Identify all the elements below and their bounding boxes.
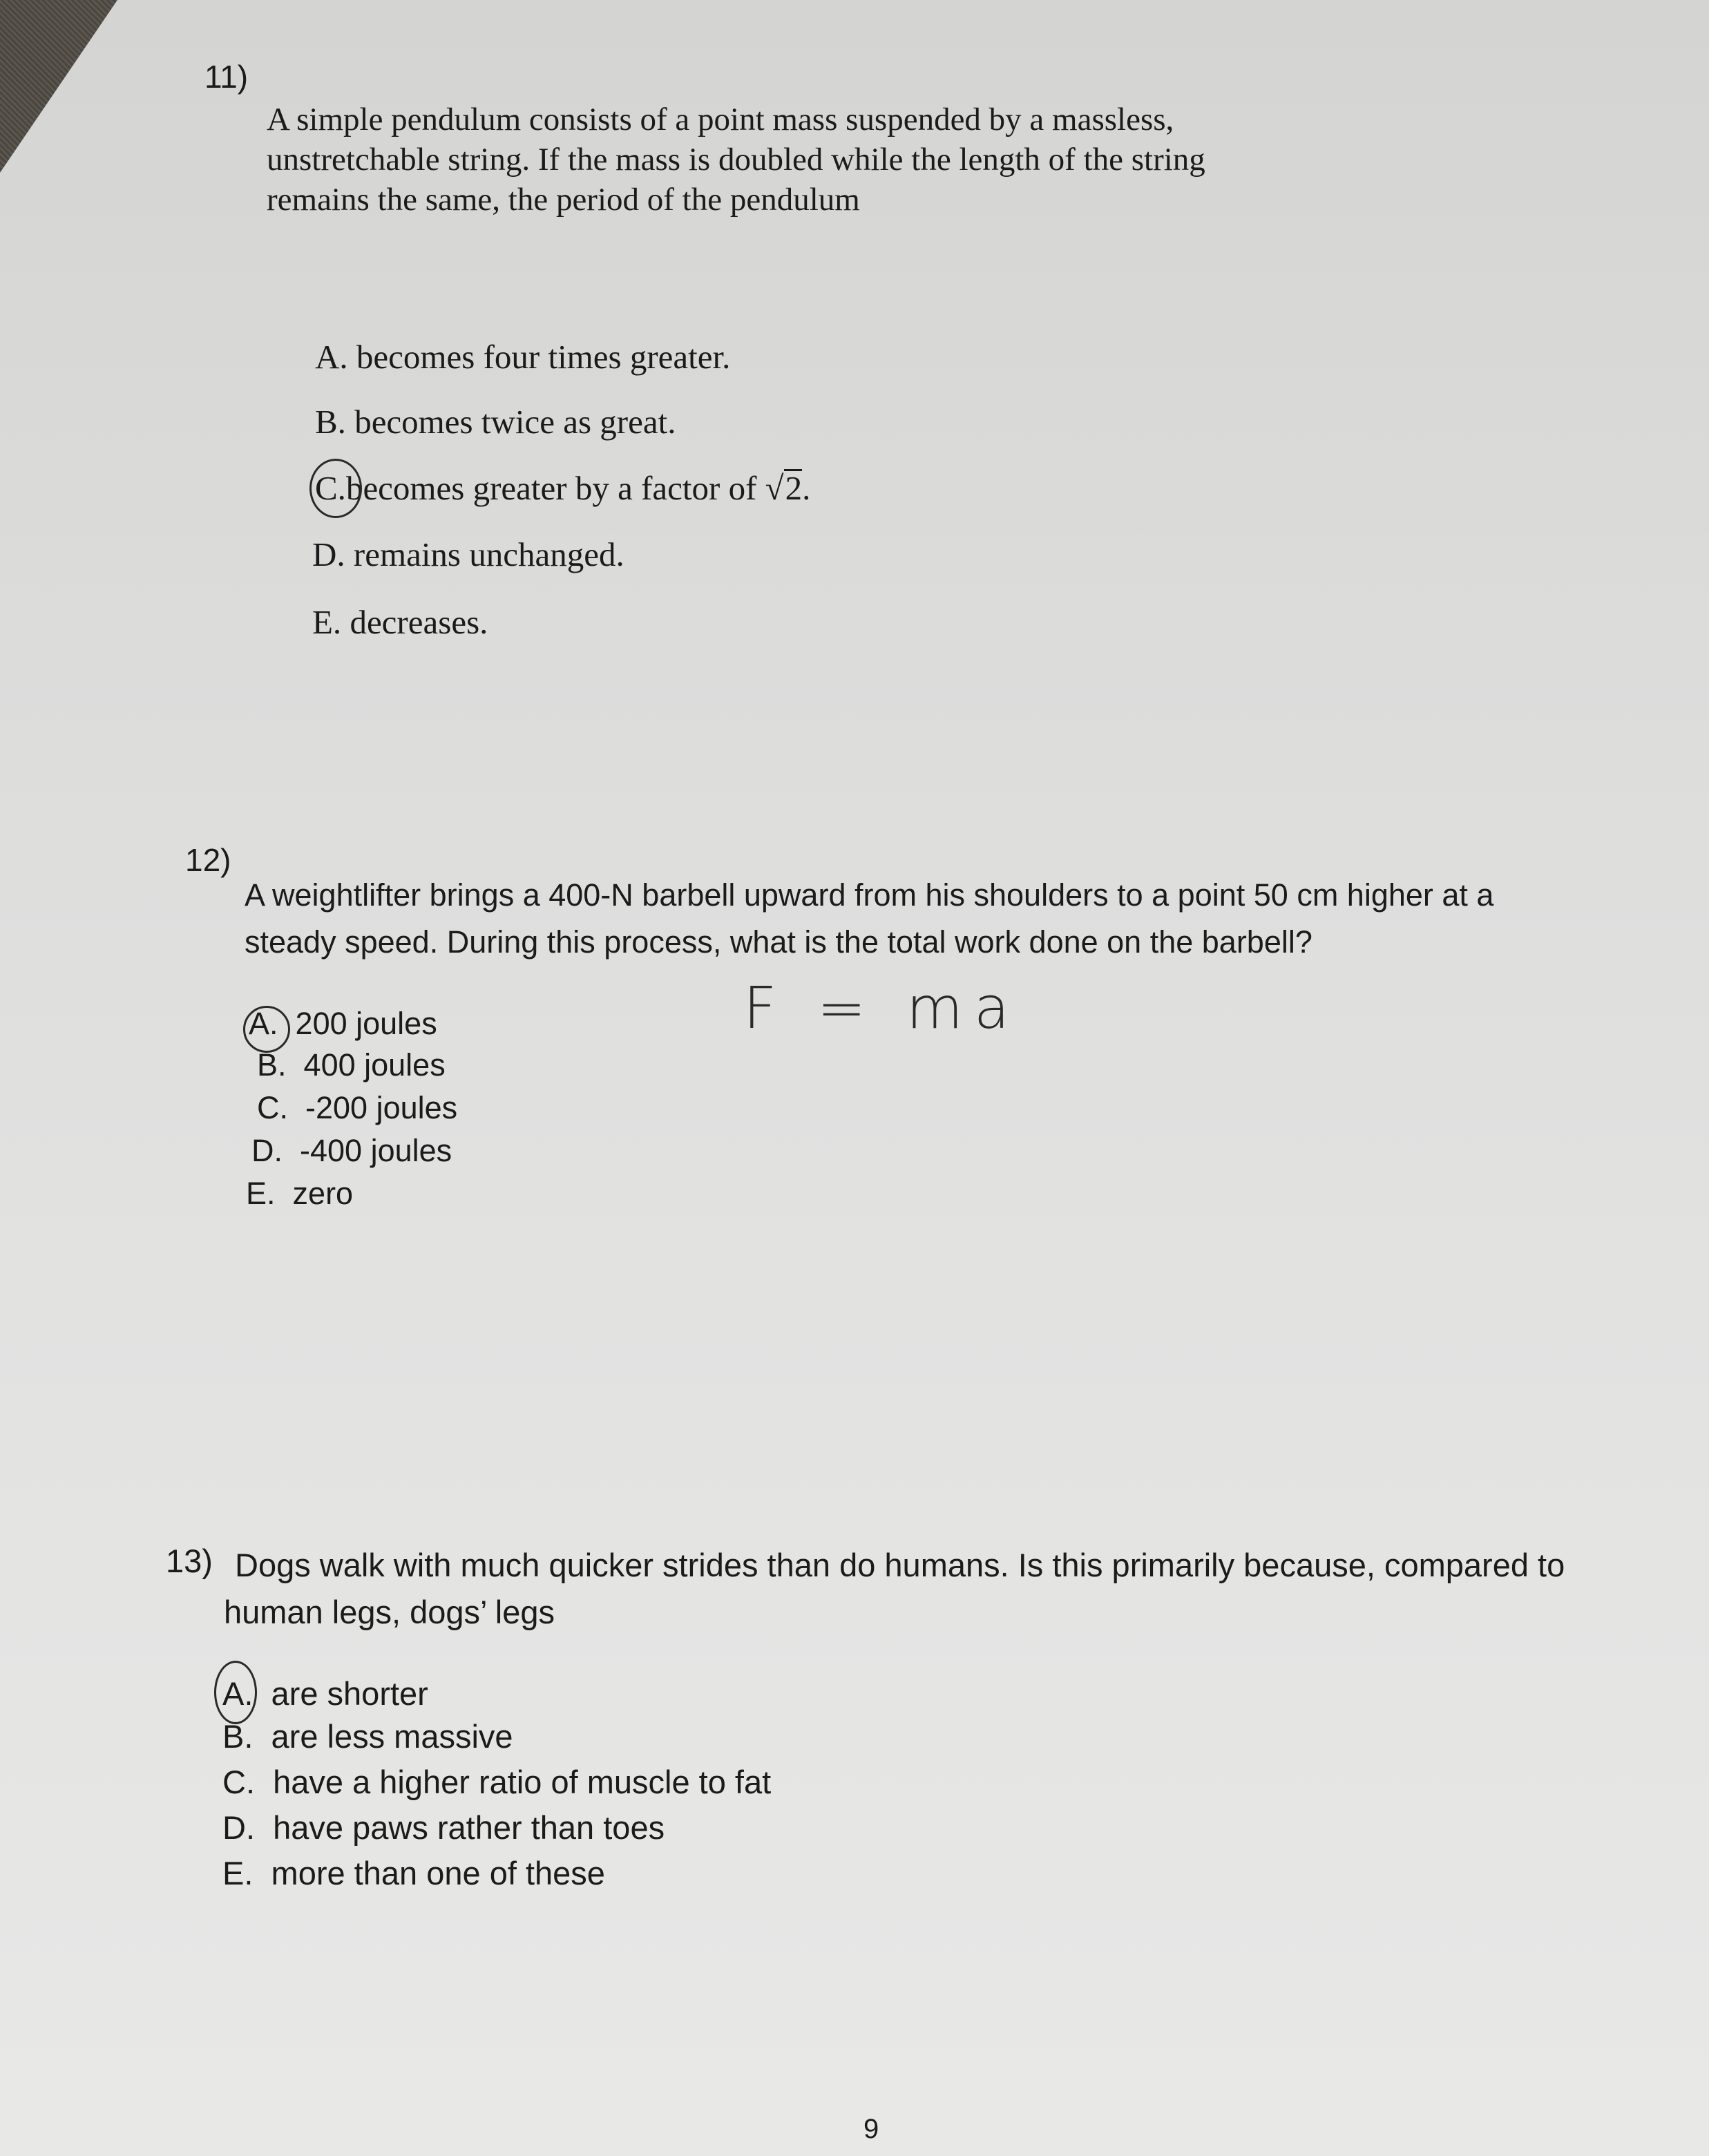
question-stem: A simple pendulum consists of a point mass suspended by a massless, unstretchable string. If the mass is doubled while the length of the string remains the same, the period of the pendulum xyxy=(267,102,1205,218)
answer-circle-mark xyxy=(309,459,362,518)
question-number: 12) xyxy=(185,842,231,878)
page-number: 9 xyxy=(863,2114,879,2144)
option-e[interactable]: E. decreases. xyxy=(312,603,488,641)
option-b[interactable]: B. 400 joules xyxy=(257,1047,446,1082)
answer-circle-mark xyxy=(243,1006,290,1053)
question-stem: Dogs walk with much quicker strides than do humans. Is this primarily because, compared to human legs, dogs’ legs xyxy=(224,1547,1565,1630)
option-a[interactable]: A. becomes four times greater. xyxy=(315,338,731,376)
option-d[interactable]: D. have paws rather than toes xyxy=(222,1809,665,1846)
option-d[interactable]: D. -400 joules xyxy=(251,1133,452,1168)
option-e[interactable]: E. more than one of these xyxy=(222,1855,605,1891)
answer-circle-mark xyxy=(214,1661,257,1724)
background-corner xyxy=(0,0,117,173)
option-a[interactable]: A. 200 joules xyxy=(249,1006,437,1041)
option-c[interactable]: C. have a higher ratio of muscle to fat xyxy=(222,1764,772,1800)
question-stem: A weightlifter brings a 400-N barbell upward from his shoulders to a point 50 cm higher at a steady speed. During this process, what is the total work done on the barbell? xyxy=(245,877,1494,960)
option-c[interactable]: C. -200 joules xyxy=(257,1090,458,1125)
question-number: 11) xyxy=(204,59,249,95)
option-a[interactable]: A. are shorter xyxy=(222,1675,428,1712)
option-c[interactable]: C.becomes greater by a factor of √2. xyxy=(315,469,811,507)
option-b[interactable]: B. are less massive xyxy=(222,1718,513,1755)
option-d[interactable]: D. remains unchanged. xyxy=(312,535,624,573)
option-b[interactable]: B. becomes twice as great. xyxy=(315,403,676,441)
question-number: 13) xyxy=(166,1543,213,1579)
option-e[interactable]: E. zero xyxy=(246,1176,354,1211)
handwritten-formula: F = ma xyxy=(743,974,1021,1042)
